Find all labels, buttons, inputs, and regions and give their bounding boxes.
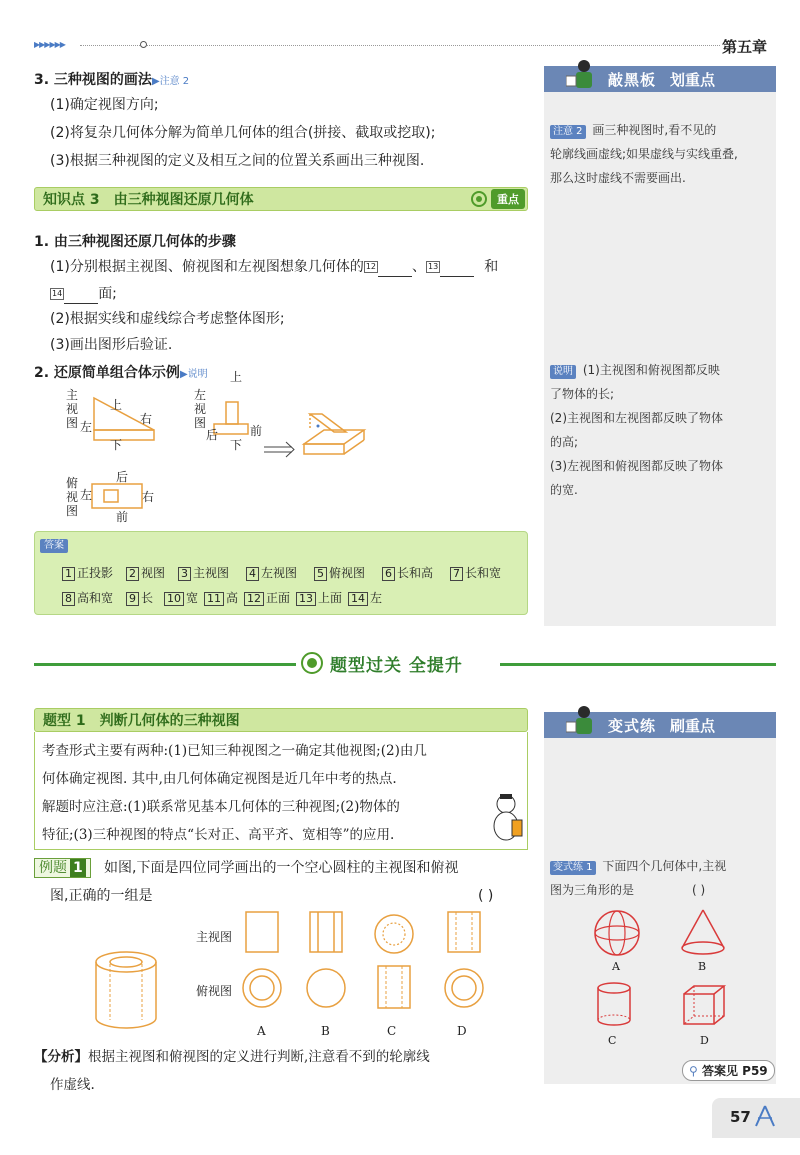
label-front: 前 <box>116 510 129 524</box>
solid-3d-diagram <box>300 408 370 468</box>
label-right: 右 <box>142 490 155 504</box>
label-back: 后 <box>116 470 129 484</box>
knowledge-point-bar <box>34 187 528 211</box>
example-text: 如图,下面是四位同学画出的一个空心圆柱的主视图和俯视 <box>104 860 459 876</box>
section-title: 题型过关 全提升 <box>330 656 463 676</box>
teacher-icon <box>566 702 602 738</box>
restore-step3: (3)画出图形后验证. <box>50 337 173 353</box>
cube-diagram <box>680 982 728 1030</box>
answer-ref-badge[interactable]: ⚲ 答案见 P59 <box>682 1060 775 1081</box>
sidebar2-subtitle: 刷重点 <box>670 716 716 735</box>
row-label-main: 主视图 <box>196 930 233 944</box>
label-up: 上 <box>230 370 243 384</box>
exercise-option-d[interactable]: D <box>700 1034 709 1047</box>
answer-paren[interactable]: ( ) <box>478 888 494 904</box>
option-c-label[interactable]: C <box>387 1024 397 1038</box>
page-number: 57 <box>730 1108 751 1126</box>
exercise-option-b[interactable]: B <box>698 960 707 973</box>
key-icon: ⚲ <box>689 1064 698 1078</box>
restore-step1-cont: 14 面; <box>52 286 117 302</box>
answer-item: 14 左 <box>348 589 382 606</box>
option-b-top-view <box>304 966 348 1010</box>
label-front: 前 <box>250 424 263 438</box>
label-back: 后 <box>206 428 219 442</box>
fill-blank[interactable] <box>64 290 98 304</box>
fill-blank[interactable] <box>378 263 412 277</box>
answer-item: 12 正面 <box>244 589 290 606</box>
header-dot <box>140 41 147 48</box>
section-divider-right <box>500 663 776 666</box>
analysis: 【分析】根据主视图和俯视图的定义进行判断,注意看不到的轮廓线 作虚线. <box>34 1049 430 1093</box>
left-view-label: 左 视 图 <box>194 388 207 430</box>
sidebar2-title: 变式练 <box>608 716 657 735</box>
row-label-top: 俯视图 <box>196 984 233 998</box>
option-b-main-view <box>308 910 344 956</box>
option-d-main-view <box>446 910 482 956</box>
answer-item: 2 视图 <box>126 564 165 581</box>
answer-item: 11 高 <box>204 589 238 606</box>
answer-item: 9 长 <box>126 589 153 606</box>
chapter-title: 第五章 <box>722 38 768 56</box>
explain-tag: 说明 <box>550 365 576 379</box>
blank-number: 12 <box>365 262 377 271</box>
knowledge-title: 由三种视图还原几何体 <box>113 192 254 208</box>
blank-number: 13 <box>428 262 439 271</box>
exercise-option-a[interactable]: A <box>612 960 620 973</box>
example-text: 图,正确的一组是 <box>50 888 153 904</box>
restore-step1: (1)分别根据主视图、俯视图和左视图想象几何体的 12 、 13 和 <box>50 259 499 275</box>
option-a-label[interactable]: A <box>257 1024 266 1038</box>
header-rule <box>80 45 720 46</box>
option-c-top-view <box>376 964 412 1012</box>
cone-diagram <box>678 906 728 958</box>
hollow-cylinder-diagram <box>90 948 162 1034</box>
section-icon <box>300 651 324 675</box>
teacher-icon <box>566 56 602 92</box>
label-left: 左 <box>80 488 93 502</box>
label-up: 上 <box>110 398 123 412</box>
double-arrow-icon <box>262 440 298 460</box>
label-right: 右 <box>140 412 153 426</box>
sidebar-title: 敲黑板 <box>608 70 657 89</box>
option-d-top-view <box>442 966 486 1010</box>
type-title: 判断几何体的三种视图 <box>99 713 240 729</box>
answer-item: 3 主视图 <box>178 564 229 581</box>
type-label: 题型 1 <box>43 713 86 729</box>
option-a-top-view <box>240 966 284 1010</box>
step-line: (2)将复杂几何体分解为简单几何体的组合(拼接、截取或挖取); <box>50 125 436 141</box>
option-b-label[interactable]: B <box>321 1024 330 1038</box>
cartoon-icon <box>486 790 526 846</box>
answer-item: 13 上面 <box>296 589 342 606</box>
exercise-option-c[interactable]: C <box>608 1034 617 1047</box>
exercise-tag: 变式练 1 <box>550 861 596 875</box>
option-c-main-view <box>372 912 416 956</box>
main-view-diagram <box>80 390 170 456</box>
fill-blank[interactable] <box>440 263 474 277</box>
example-tag: 例题 1 <box>34 858 91 878</box>
exercise-text: 变式练 1 下面四个几何体中,主视 图为三角形的是 ( ) <box>550 859 727 897</box>
restore-heading: 1. 由三种视图还原几何体的步骤 <box>34 234 236 250</box>
sidebar-explain: 说明 (1)主视图和俯视图都反映 了物体的长; (2)主视图和左视图都反映了物体 的高; (3)左视图和俯视图都反映了物体 的宽. <box>550 363 723 497</box>
target-icon <box>471 191 487 207</box>
note-link[interactable]: ▶说明 <box>179 369 208 380</box>
key-badge: 重点 <box>491 189 525 209</box>
sidebar-subtitle: 划重点 <box>670 70 716 89</box>
sphere-diagram <box>592 908 642 958</box>
answer-item: 7 长和宽 <box>450 564 501 581</box>
answer-item: 4 左视图 <box>246 564 297 581</box>
note-link[interactable]: ▶注意 2 <box>151 76 190 87</box>
exercise-paren[interactable]: ( ) <box>692 883 706 897</box>
answer-tag: 答案 <box>40 539 68 553</box>
label-down: 下 <box>230 438 243 452</box>
answer-item: 5 俯视图 <box>314 564 365 581</box>
answer-item: 8 高和宽 <box>62 589 113 606</box>
restore-step2: (2)根据实线和虚线综合考虑整体图形; <box>50 311 285 327</box>
blank-number: 14 <box>52 289 63 298</box>
section-heading: 3. 三种视图的画法▶注意 2 <box>34 72 190 88</box>
step-line: (1)确定视图方向; <box>50 97 159 113</box>
answer-item: 1 正投影 <box>62 564 113 581</box>
sidebar-note: 注意 2 画三种视图时,看不见的 轮廓线画虚线;如果虚线与实线重叠, 那么这时虚线不需要画出. <box>550 123 738 185</box>
cylinder-diagram <box>594 980 634 1030</box>
section-divider-left <box>34 663 296 666</box>
label-down: 下 <box>110 438 123 452</box>
example-heading: 2. 还原简单组合体示例▶说明 <box>34 365 208 381</box>
header-arrows: ▶▶▶▶▶▶ <box>34 40 65 49</box>
answer-item: 10 宽 <box>164 589 198 606</box>
step-line: (3)根据三种视图的定义及相互之间的位置关系画出三种视图. <box>50 153 425 169</box>
answer-item: 6 长和高 <box>382 564 433 581</box>
option-a-main-view <box>244 910 280 956</box>
option-d-label[interactable]: D <box>457 1024 467 1038</box>
type-bar <box>34 708 528 732</box>
top-view-label: 俯 视 图 <box>66 476 79 518</box>
compass-icon <box>752 1104 778 1128</box>
main-view-label: 主 视 图 <box>66 388 79 430</box>
knowledge-label: 知识点 3 <box>43 192 100 208</box>
label-left: 左 <box>80 420 93 434</box>
type-description: 考查形式主要有两种:(1)已知三种视图之一确定其他视图;(2)由几 何体确定视图. 其中,由几何体确定视图是近几年中考的热点. 解题时应注意:(1)联系常见基本几何体的三种视图;(2)物体的 特征;(3)三种视图的特点“长对正、高平齐、宽相等”的应用. <box>42 743 427 843</box>
note-tag: 注意 2 <box>550 125 586 139</box>
